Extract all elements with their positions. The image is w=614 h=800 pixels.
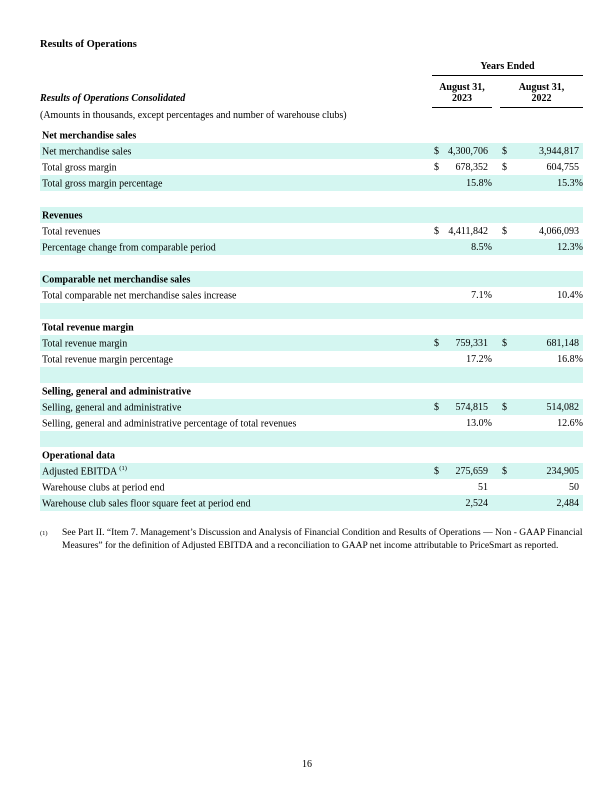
row-label [40,481,432,493]
cell-2022 [500,191,583,207]
row-label-text: Total comparable net merchandise sales increase [42,290,237,302]
table-row [40,335,583,351]
page-title: Results of Operations [40,39,137,50]
cell-2023 [432,159,492,175]
value-2023: 678,352 [455,161,488,173]
table-row [40,239,583,255]
row-label [40,177,432,189]
cell-2022 [500,303,583,319]
cell-2022 [500,495,583,511]
value-2023: 7.1% [471,289,492,301]
cell-2023 [432,143,492,159]
dollar-sign-2023: $ [434,465,439,477]
table-row [40,351,583,367]
column-gap [492,367,500,383]
results-table [40,127,583,511]
value-2022: 3,944,817 [539,145,579,157]
value-2022: 50 [569,481,579,493]
value-2022: 234,905 [546,465,579,477]
row-label-text: Warehouse club sales floor square feet at period end [42,498,251,510]
table-row [40,479,583,495]
footnote [40,527,585,552]
cell-2022 [500,399,583,415]
row-label [40,273,432,285]
cell-2023 [432,319,492,335]
cell-2023 [432,191,492,207]
dollar-sign-2023: $ [434,401,439,413]
cell-2023 [432,335,492,351]
cell-2022 [500,287,583,303]
column-header-2023-line1: August 31, [439,82,485,93]
row-label-text: Total gross margin percentage [42,178,163,190]
dollar-sign-2022: $ [502,401,507,413]
row-label-text: Percentage change from comparable period [42,242,216,254]
row-label [40,337,432,349]
column-gap [492,127,500,143]
row-label-text: Selling, general and administrative [42,386,191,398]
row-label [40,449,432,461]
column-gap [492,479,500,495]
table-row [40,415,583,431]
cell-2022 [500,479,583,495]
column-gap [492,175,500,191]
row-label-text: Comparable net merchandise sales [42,274,191,286]
table-row [40,431,583,447]
dollar-sign-2023: $ [434,145,439,157]
cell-2023 [432,287,492,303]
value-2023: 8.5% [471,241,492,253]
row-label-text: Net merchandise sales [42,130,137,142]
column-gap [492,255,500,271]
row-label [40,417,432,429]
value-2023: 15.8% [466,177,492,189]
column-gap [492,191,500,207]
years-ended-header: Years Ended [432,61,583,76]
cell-2023 [432,447,492,463]
value-2022: 681,148 [546,337,579,349]
value-2023: 759,331 [455,337,488,349]
row-label-text: Adjusted EBITDA [42,466,118,478]
row-label-text: Total revenue margin [42,338,128,350]
column-gap [492,399,500,415]
value-2023: 4,411,842 [448,225,488,237]
row-label [40,401,432,413]
cell-2023 [432,127,492,143]
row-label-text: Net merchandise sales [42,146,132,158]
row-label [40,161,432,173]
row-label [40,209,432,221]
column-gap [492,223,500,239]
cell-2023 [432,495,492,511]
row-label [40,321,432,333]
cell-2022 [500,175,583,191]
cell-2022 [500,383,583,399]
cell-2022 [500,431,583,447]
row-label-text: Total gross margin [42,162,117,174]
cell-2023 [432,207,492,223]
dollar-sign-2022: $ [502,145,507,157]
column-gap [492,383,500,399]
cell-2022 [500,335,583,351]
table-row [40,159,583,175]
value-2023: 13.0% [466,417,492,429]
value-2022: 4,066,093 [539,225,579,237]
row-label-text: Selling, general and administrative [42,402,182,414]
table-row [40,207,583,223]
cell-2023 [432,431,492,447]
cell-2023 [432,271,492,287]
dollar-sign-2022: $ [502,337,507,349]
cell-2022 [500,255,583,271]
table-row [40,175,583,191]
value-2022: 16.8% [557,353,583,365]
row-label [40,193,432,205]
column-gap [492,415,500,431]
cell-2023 [432,399,492,415]
cell-2023 [432,255,492,271]
dollar-sign-2022: $ [502,161,507,173]
cell-2022 [500,143,583,159]
table-row [40,271,583,287]
cell-2022 [500,127,583,143]
row-label [40,289,432,301]
page-number: 16 [302,759,312,770]
cell-2022 [500,463,583,479]
dollar-sign-2023: $ [434,225,439,237]
column-gap [492,447,500,463]
row-label [40,369,432,381]
row-label-text: Selling, general and administrative percentage of total revenues [42,418,297,430]
column-header-2023-line2: 2023 [452,93,472,104]
value-2023: 4,300,706 [448,145,488,157]
cell-2023 [432,303,492,319]
value-2022: 15.3% [557,177,583,189]
table-row [40,223,583,239]
cell-2023 [432,367,492,383]
cell-2023 [432,223,492,239]
table-row [40,447,583,463]
cell-2022 [500,319,583,335]
row-label [40,433,432,445]
cell-2022 [500,415,583,431]
value-2023: 275,659 [455,465,488,477]
row-label [40,145,432,157]
row-label-text: Revenues [42,210,83,222]
footnote-marker: (1) [40,530,48,537]
column-header-2023 [432,82,492,108]
table-row [40,191,583,207]
cell-2023 [432,463,492,479]
column-gap [492,351,500,367]
value-2023: 574,815 [455,401,488,413]
row-label [40,241,432,253]
dollar-sign-2022: $ [502,465,507,477]
row-label [40,497,432,509]
row-label-text: Total revenue margin [42,322,134,334]
column-gap [492,159,500,175]
dollar-sign-2022: $ [502,225,507,237]
table-row [40,255,583,271]
column-gap [492,287,500,303]
column-header-2022-line2: 2022 [531,93,552,104]
table-row [40,367,583,383]
cell-2023 [432,415,492,431]
column-gap [492,319,500,335]
table-row [40,463,583,479]
row-label [40,353,432,365]
column-gap [492,463,500,479]
column-gap [492,495,500,511]
footnote-reference: (1) [119,464,127,472]
table-row [40,399,583,415]
table-row [40,127,583,143]
dollar-sign-2023: $ [434,337,439,349]
cell-2023 [432,239,492,255]
table-row [40,495,583,511]
column-gap [492,143,500,159]
cell-2023 [432,351,492,367]
cell-2022 [500,351,583,367]
cell-2022 [500,223,583,239]
table-row [40,287,583,303]
value-2022: 12.6% [557,417,583,429]
cell-2022 [500,271,583,287]
cell-2022 [500,447,583,463]
row-label [40,257,432,269]
table-row [40,143,583,159]
cell-2023 [432,479,492,495]
table-row [40,383,583,399]
row-label [40,465,432,477]
row-label-text: Total revenue margin percentage [42,354,173,366]
cell-2022 [500,159,583,175]
value-2023: 51 [478,481,488,493]
row-label [40,129,432,141]
cell-2022 [500,207,583,223]
amounts-note: (Amounts in thousands, except percentages and number of warehouse clubs) [40,110,347,121]
row-label-text: Warehouse clubs at period end [42,482,165,494]
row-label [40,385,432,397]
cell-2023 [432,175,492,191]
column-gap [492,239,500,255]
value-2022: 604,755 [546,161,579,173]
value-2023: 17.2% [466,353,492,365]
row-label [40,225,432,237]
value-2022: 514,082 [546,401,579,413]
column-gap [492,335,500,351]
column-gap [492,303,500,319]
footnote-text: See Part II. “Item 7. Management’s Discussion and Analysis of Financial Condition and Results of Operations — Non - GAAP Financial Measures” for the definition of Adjusted EBITDA and a reconciliation to GAAP net income attributable to PriceSmart as reported. [62,528,583,551]
column-gap [492,431,500,447]
column-header-2022 [500,82,583,108]
row-label-text: Operational data [42,450,116,462]
cell-2023 [432,383,492,399]
cell-2022 [500,367,583,383]
column-header-2022-line1: August 31, [518,82,565,93]
value-2022: 2,484 [556,497,579,509]
row-label [40,305,432,317]
table-row [40,303,583,319]
cell-2022 [500,239,583,255]
table-subtitle: Results of Operations Consolidated [40,93,186,104]
value-2023: 2,524 [465,497,488,509]
value-2022: 12.3% [557,241,583,253]
table-row [40,319,583,335]
row-label-text: Total revenues [42,226,101,238]
column-gap [492,207,500,223]
column-gap [492,271,500,287]
dollar-sign-2023: $ [434,161,439,173]
value-2022: 10.4% [557,289,583,301]
